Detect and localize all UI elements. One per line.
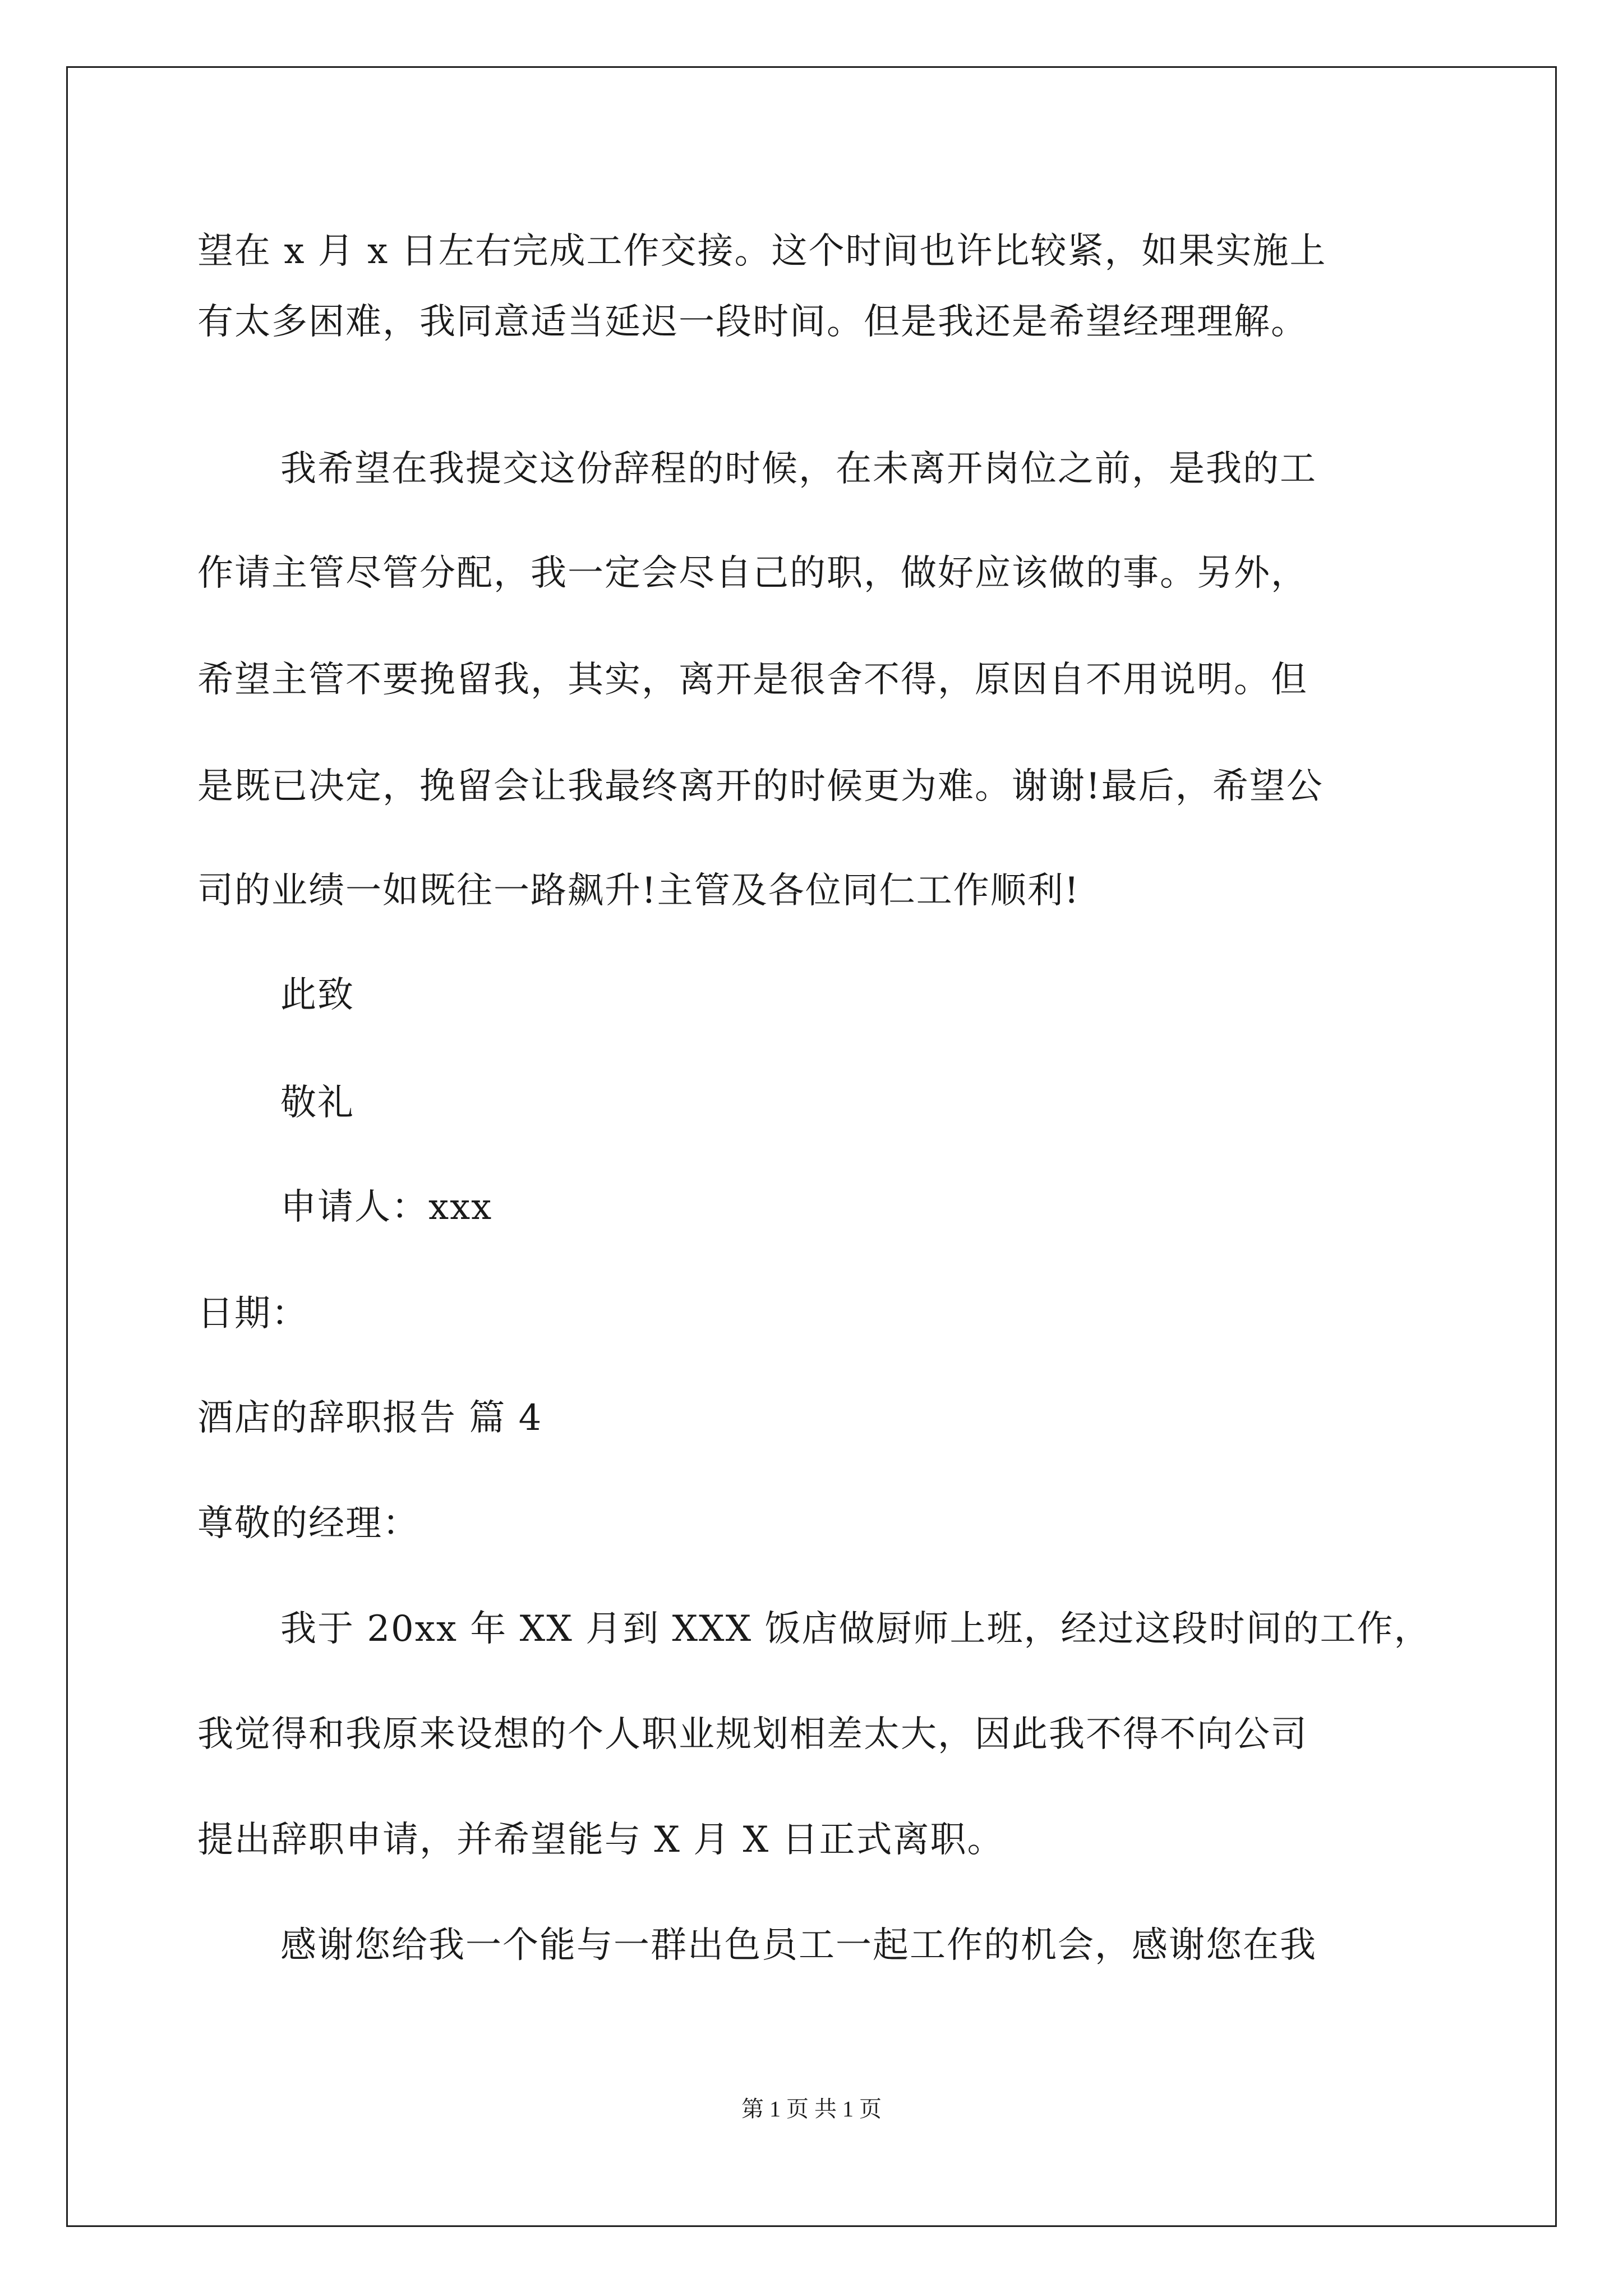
text-line: 希望主管不要挽留我，其实，离开是很舍不得，原因自不用说明。但 (197, 659, 1308, 701)
applicant-line: 申请人：xxx (280, 1186, 493, 1228)
text-line: 我觉得和我原来设想的个人职业规划相差太大，因此我不得不向公司 (197, 1714, 1308, 1755)
text-line: 是既已决定，挽留会让我最终离开的时候更为难。谢谢!最后，希望公 (197, 766, 1324, 807)
greeting-line: 尊敬的经理： (197, 1503, 419, 1544)
salutation-line: 此致 (280, 974, 354, 1016)
text-line: 作请主管尽管分配，我一定会尽自己的职，做好应该做的事。另外， (197, 553, 1308, 594)
text-line: 望在 x 月 x 日左右完成工作交接。这个时间也许比较紧，如果实施上 (197, 231, 1327, 272)
date-line: 日期： (197, 1293, 308, 1335)
page-footer: 第 1 页 共 1 页 (741, 2096, 882, 2122)
page-border (66, 66, 1557, 2227)
text-line: 我于 20xx 年 XX 月到 XXX 饭店做厨师上班，经过这段时间的工作， (280, 1608, 1431, 1650)
text-line: 感谢您给我一个能与一群出色员工一起工作的机会，感谢您在我 (280, 1925, 1317, 1966)
text-line: 司的业绩一如既往一路飙升!主管及各位同仁工作顺利! (197, 870, 1080, 912)
salutation-line: 敬礼 (280, 1082, 354, 1124)
section-title: 酒店的辞职报告 篇 4 (197, 1397, 543, 1439)
text-line: 提出辞职申请，并希望能与 X 月 X 日正式离职。 (197, 1819, 1004, 1861)
text-line: 有太多困难，我同意适当延迟一段时间。但是我还是希望经理理解。 (197, 301, 1308, 343)
text-line: 我希望在我提交这份辞程的时候，在未离开岗位之前，是我的工 (280, 448, 1317, 490)
